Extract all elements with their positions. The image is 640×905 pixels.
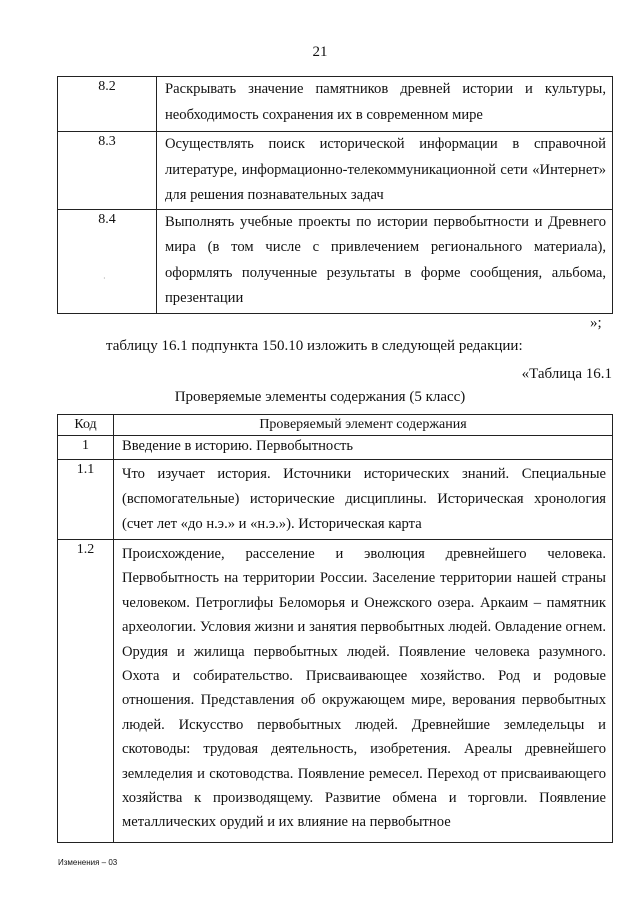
row-code: 1.2	[58, 540, 114, 843]
table-label: «Таблица 16.1	[521, 366, 612, 382]
table-row	[58, 436, 613, 460]
previous-table	[57, 76, 613, 314]
table-header-row	[58, 415, 613, 436]
table-row	[58, 132, 613, 210]
row-code: 1	[58, 436, 114, 460]
table-row	[58, 460, 613, 540]
row-code: 8.3	[58, 132, 157, 210]
content-elements-table	[57, 414, 613, 843]
scan-mark: ·	[103, 274, 106, 283]
row-text: Что изучает история. Источники исторических знаний. Специальные (вспомогательные) исторические дисциплины. Историческая хронология (счет лет «до н.э.» и «н.э.»). Историческая карта	[114, 460, 613, 540]
header-code: Код	[58, 415, 114, 436]
row-text: Выполнять учебные проекты по истории первобытности и Древнего мира (в том числе с привлечением регионального материала), оформлять полученные результаты в форме сообщения, альбома, презентации	[157, 209, 613, 313]
quote-end: »;	[590, 315, 602, 331]
table-row	[58, 77, 613, 132]
row-text: Раскрывать значение памятников древней истории и культуры, необходимость сохранения их в современном мире	[157, 77, 613, 132]
row-code: 8.2	[58, 77, 157, 132]
header-element: Проверяемый элемент содержания	[114, 415, 613, 436]
row-text: Осуществлять поиск исторической информации в справочной литературе, информационно-телекоммуникационной сети «Интернет» для решения познавательных задач	[157, 132, 613, 210]
row-text: Введение в историю. Первобытность	[114, 436, 613, 460]
row-text: Происхождение, расселение и эволюция древнейшего человека. Первобытность на территории России. Заселение территории нашей страны человеком. Петроглифы Беломорья и Онежского озера. Аркаим – памятник археологии. Условия жизни и занятия первобытных людей. Овладение огнем. Орудия и жилища первобытных людей. Появление человека разумного. Охота и собирательство. Присваивающее хозяйство. Род и родовые отношения. Представления об окружающем мире, верования первобытных людей. Искусство первобытных людей. Древнейшие земледельцы и скотоводы: трудовая деятельность, изобретения. Ареалы древнейшего земледелия и скотоводства. Появление ремесел. Переход от присваивающего хозяйства к производящему. Развитие обмена и торговли. Появление металлических орудий и их влияние на первобытное	[114, 540, 613, 843]
row-code: 8.4	[58, 209, 157, 313]
table-row	[58, 540, 613, 843]
table-title: Проверяемые элементы содержания (5 класс)	[174, 389, 466, 405]
page-number: 21	[312, 44, 328, 60]
footer-revision: Изменения – 03	[58, 858, 118, 867]
intro-text: таблицу 16.1 подпункта 150.10 изложить в следующей редакции:	[106, 338, 523, 354]
table-row	[58, 209, 613, 313]
row-code: 1.1	[58, 460, 114, 540]
